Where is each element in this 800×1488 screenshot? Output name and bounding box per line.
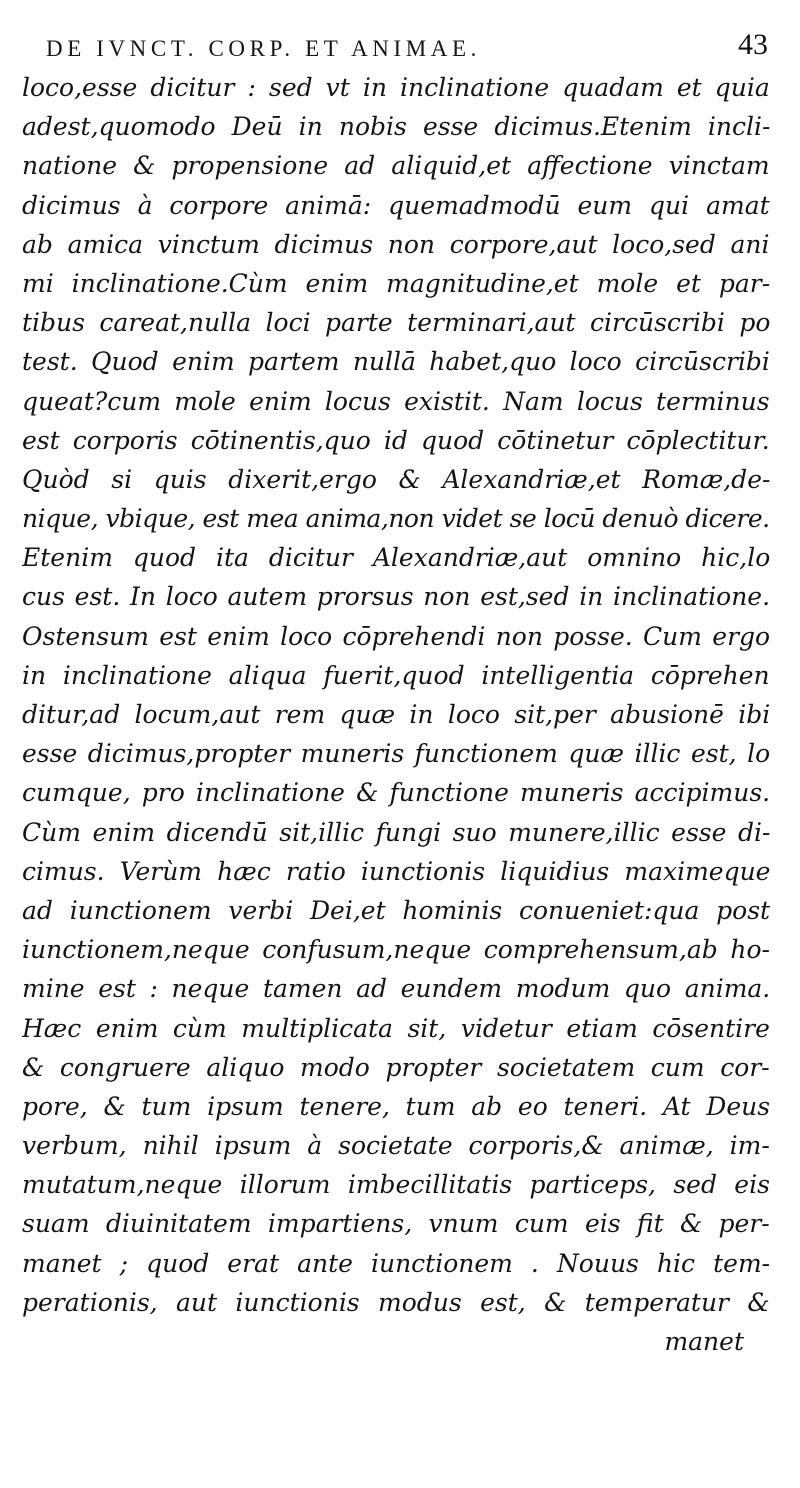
text-line: dicimus à corpore animā: quemadmodū eum qui amat xyxy=(22,190,770,220)
text-line: suam diuinitatem impartiens, vnum cum eis fit & per- xyxy=(22,1209,770,1239)
text-line: test. Quod enim partem nullā habet,quo loco circūscribi xyxy=(22,347,770,377)
text-line: perationis, aut iunctionis modus est, & temperatur & xyxy=(22,1287,770,1317)
text-line: cumque, pro inclinatione & functione muneris accipimus. xyxy=(22,778,771,808)
body-text xyxy=(22,68,774,1361)
text-line: cus est. In loco autem prorsus non est,sed in inclinatione. xyxy=(22,582,771,612)
text-line: natione & propensione ad aliquid,et affectione vinctam xyxy=(22,151,770,181)
running-head xyxy=(46,26,770,66)
text-line: ad iunctionem verbi Dei,et hominis conueniet:qua post xyxy=(22,895,771,925)
text-line: nique, vbique, est mea anima,non videt se locū denuò dicere. xyxy=(22,504,770,534)
text-line: in inclinatione aliqua fuerit,quod intelligentia cōprehen xyxy=(22,660,770,690)
text-line: est corporis cōtinentis,quo id quod cōtinetur cōplectitur. xyxy=(22,425,770,455)
text-line: verbum, nihil ipsum à societate corporis,& animæ, im- xyxy=(22,1131,770,1161)
text-line: esse dicimus,propter muneris functionem quæ illic est, lo xyxy=(22,739,771,769)
page-number: 43 xyxy=(738,28,768,61)
text-line: Etenim quod ita dicitur Alexandriæ,aut omnino hic,lo xyxy=(22,543,771,573)
text-line: loco,esse dicitur : sed vt in inclinatione quadam et quia xyxy=(22,73,770,102)
text-line: queat?cum mole enim locus existit. Nam locus terminus xyxy=(22,386,770,416)
text-line: adest,quomodo Deū in nobis esse dicimus.Etenim incli- xyxy=(22,112,771,142)
text-line: Cùm enim dicendū sit,illic fungi suo munere,illic esse di- xyxy=(22,817,771,847)
text-line: & congruere aliquo modo propter societatem cum cor- xyxy=(22,1052,770,1082)
text-line: tibus careat,nulla loci parte terminari,aut circūscribi po xyxy=(22,308,771,338)
text-line: Quòd si quis dixerit,ergo & Alexandriæ,et Romæ,de- xyxy=(22,464,771,494)
text-line: ab amica vinctum dicimus non corpore,aut loco,sed ani xyxy=(22,229,770,259)
text-line: cimus. Verùm hæc ratio iunctionis liquidius maximeque xyxy=(22,856,771,886)
running-title: DE IVNCT. CORP. ET ANIMAE. xyxy=(46,36,482,61)
text-line: manet xyxy=(664,1327,744,1356)
text-line: manet ; quod erat ante iunctionem . Nouus hic tem- xyxy=(22,1248,771,1278)
text-line: iunctionem,neque confusum,neque comprehensum,ab ho- xyxy=(22,935,770,965)
text-line: mutatum,neque illorum imbecillitatis particeps, sed eis xyxy=(22,1170,770,1200)
text-line: mine est : neque tamen ad eundem modum quo anima. xyxy=(22,974,771,1004)
text-line: pore, & tum ipsum tenere, tum ab eo teneri. At Deus xyxy=(22,1091,771,1121)
text-line: Ostensum est enim loco cōprehendi non posse. Cum ergo xyxy=(22,621,771,651)
text-line: ditur,ad locum,aut rem quæ in loco sit,per abusionē ibi xyxy=(22,700,771,729)
text-line: Hæc enim cùm multiplicata sit, videtur etiam cōsentire xyxy=(22,1013,770,1043)
text-line: mi inclinatione.Cùm enim magnitudine,et mole et par- xyxy=(22,268,771,298)
